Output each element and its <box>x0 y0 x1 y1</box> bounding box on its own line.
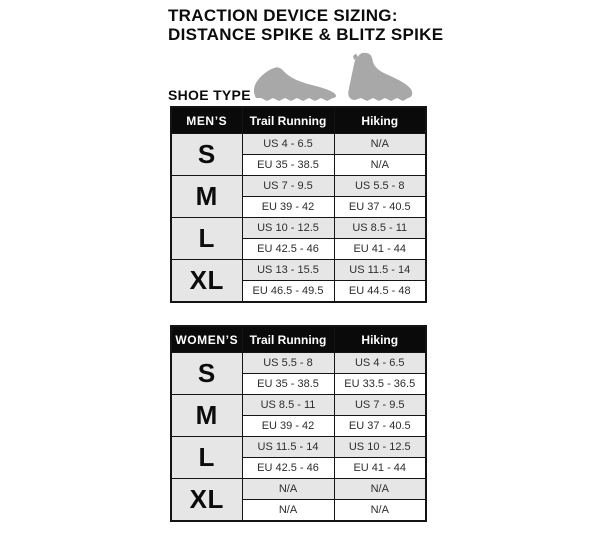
size-label-m: M <box>171 395 242 437</box>
size-cell: EU 42.5 - 46 <box>242 458 334 479</box>
mens-group-header: MEN’S <box>171 107 242 134</box>
table-row <box>171 395 426 416</box>
size-cell: US 7 - 9.5 <box>242 176 334 197</box>
table-row <box>171 479 426 500</box>
table-row <box>171 218 426 239</box>
mens-sizing-table <box>170 106 427 303</box>
size-cell: US 13 - 15.5 <box>242 260 334 281</box>
shoe-type-label: SHOE TYPE <box>168 87 251 103</box>
womens-group-header: WOMEN’S <box>171 326 242 353</box>
size-cell: US 4 - 6.5 <box>334 353 426 374</box>
table-row <box>171 176 426 197</box>
trail-running-shoe-icon <box>249 59 339 109</box>
womens-trail-running-column-header: Trail Running <box>242 326 334 353</box>
size-cell: N/A <box>334 155 426 176</box>
page-title <box>168 7 443 44</box>
mens-hiking-column-header: Hiking <box>334 107 426 134</box>
size-cell: US 11.5 - 14 <box>334 260 426 281</box>
table-row <box>171 437 426 458</box>
table-row <box>171 353 426 374</box>
size-cell: EU 35 - 38.5 <box>242 374 334 395</box>
size-cell: US 5.5 - 8 <box>334 176 426 197</box>
mens-header-row <box>171 107 426 134</box>
size-cell: US 10 - 12.5 <box>334 437 426 458</box>
hiking-boot-icon <box>341 51 423 110</box>
mens-trail-running-column-header: Trail Running <box>242 107 334 134</box>
page-title-line2: DISTANCE SPIKE & BLITZ SPIKE <box>168 24 444 44</box>
size-cell: N/A <box>242 500 334 522</box>
size-cell: N/A <box>242 479 334 500</box>
size-cell: US 5.5 - 8 <box>242 353 334 374</box>
size-cell: EU 44.5 - 48 <box>334 281 426 303</box>
size-cell: EU 39 - 42 <box>242 416 334 437</box>
size-cell: US 8.5 - 11 <box>242 395 334 416</box>
table-row <box>171 134 426 155</box>
size-cell: EU 42.5 - 46 <box>242 239 334 260</box>
size-cell: EU 37 - 40.5 <box>334 416 426 437</box>
size-cell: EU 46.5 - 49.5 <box>242 281 334 303</box>
size-cell: N/A <box>334 134 426 155</box>
size-cell: N/A <box>334 479 426 500</box>
size-cell: US 7 - 9.5 <box>334 395 426 416</box>
womens-header-row <box>171 326 426 353</box>
size-label-l: L <box>171 218 242 260</box>
size-cell: US 10 - 12.5 <box>242 218 334 239</box>
size-cell: US 11.5 - 14 <box>242 437 334 458</box>
size-cell: EU 41 - 44 <box>334 239 426 260</box>
size-label-xl: XL <box>171 260 242 303</box>
size-label-s: S <box>171 134 242 176</box>
size-cell: N/A <box>334 500 426 522</box>
size-cell: EU 39 - 42 <box>242 197 334 218</box>
page-title-line1: TRACTION DEVICE SIZING: <box>168 6 398 25</box>
size-label-xl: XL <box>171 479 242 522</box>
size-cell: EU 41 - 44 <box>334 458 426 479</box>
size-cell: US 8.5 - 11 <box>334 218 426 239</box>
table-row <box>171 260 426 281</box>
womens-sizing-table <box>170 325 427 522</box>
womens-hiking-column-header: Hiking <box>334 326 426 353</box>
size-label-l: L <box>171 437 242 479</box>
size-cell: EU 33.5 - 36.5 <box>334 374 426 395</box>
size-cell: US 4 - 6.5 <box>242 134 334 155</box>
size-label-m: M <box>171 176 242 218</box>
size-cell: EU 37 - 40.5 <box>334 197 426 218</box>
size-cell: EU 35 - 38.5 <box>242 155 334 176</box>
size-label-s: S <box>171 353 242 395</box>
